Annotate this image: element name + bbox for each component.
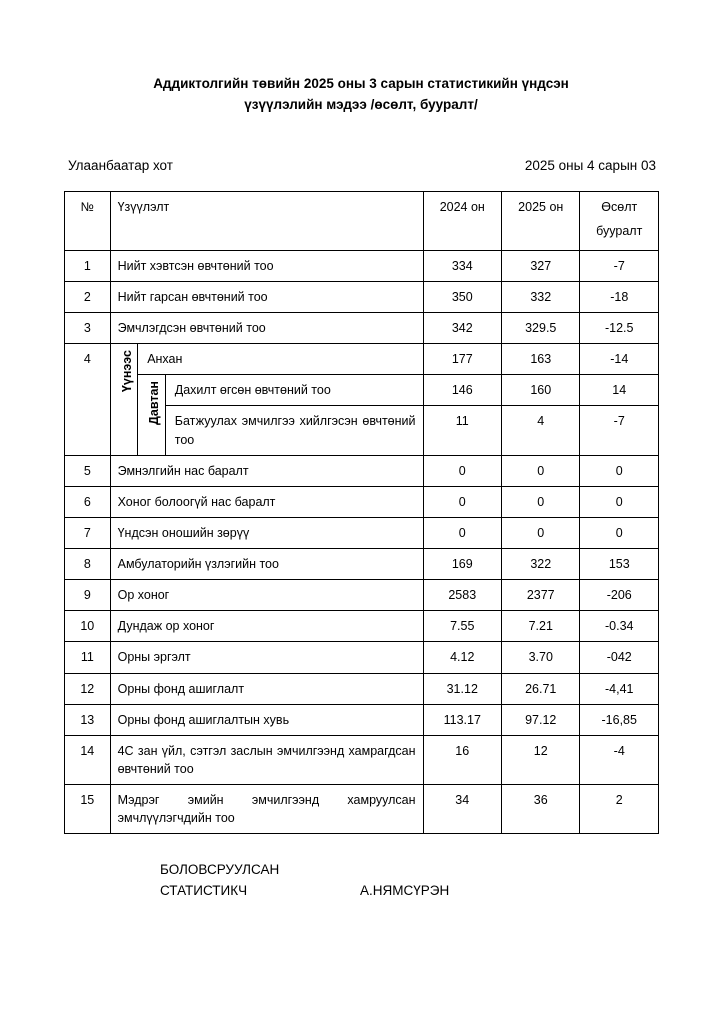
row-2025: 0 (502, 486, 580, 517)
row-no: 13 (65, 704, 111, 735)
row-label: Орны фонд ашиглалтын хувь (110, 704, 423, 735)
title-line-1: Аддиктолгийн төвийн 2025 оны 3 сарын статистикийн үндсэн (153, 76, 569, 91)
row-2025: 2377 (502, 580, 580, 611)
row-2025: 36 (502, 785, 580, 834)
title-line-2: үзүүлэлийн мэдээ /өсөлт, бууралт/ (244, 96, 478, 112)
table-row (65, 250, 659, 281)
table-row (65, 313, 659, 344)
document-meta (64, 158, 658, 173)
row-2025: 97.12 (502, 704, 580, 735)
row-2025: 26.71 (502, 673, 580, 704)
row-label: Дахилт өгсөн өвчтөний тоо (165, 375, 423, 406)
row-label: Хоног болоогүй нас баралт (110, 486, 423, 517)
row-change: 153 (580, 549, 659, 580)
row-no: 12 (65, 673, 111, 704)
table-row (65, 704, 659, 735)
row-2025: 12 (502, 735, 580, 784)
table-row (65, 517, 659, 548)
header-no: № (65, 191, 111, 250)
table-row (65, 486, 659, 517)
header-change-line-1: Өсөлт (601, 199, 638, 214)
table-row (65, 735, 659, 784)
row-change: -042 (580, 642, 659, 673)
row-2024: 334 (423, 250, 501, 281)
signature-role-line-2: СТАТИСТИКЧ (160, 882, 248, 898)
row-change: -4,41 (580, 673, 659, 704)
row-2024: 177 (423, 344, 501, 375)
row-label: Ор хоног (110, 580, 423, 611)
row-no: 11 (65, 642, 111, 673)
row-label: Дундаж ор хоног (110, 611, 423, 642)
row-change: -7 (580, 406, 659, 455)
row-change: -206 (580, 580, 659, 611)
row-change: -16,85 (580, 704, 659, 735)
city-label: Улаанбаатар хот (68, 157, 173, 173)
table-header-row (65, 191, 659, 250)
page-title (82, 74, 640, 116)
signature-role (160, 860, 350, 901)
table-row (65, 375, 659, 406)
row-2024: 11 (423, 406, 501, 455)
row-2024: 16 (423, 735, 501, 784)
table-row (65, 785, 659, 834)
row-label: Орны эргэлт (110, 642, 423, 673)
row-2024: 2583 (423, 580, 501, 611)
row-2024: 169 (423, 549, 501, 580)
row-label: Үндсэн оношийн зөрүү (110, 517, 423, 548)
row-2024: 113.17 (423, 704, 501, 735)
row-2025: 322 (502, 549, 580, 580)
row-no: 14 (65, 735, 111, 784)
row-change: -14 (580, 344, 659, 375)
table-row (65, 642, 659, 673)
row-change: 0 (580, 455, 659, 486)
statistics-table (64, 191, 659, 835)
row-no: 5 (65, 455, 111, 486)
row-2025: 7.21 (502, 611, 580, 642)
row-no: 7 (65, 517, 111, 548)
signature-role-line-1: БОЛОВСРУУЛСАН (160, 862, 280, 878)
row-no: 4 (65, 344, 111, 456)
row-no: 6 (65, 486, 111, 517)
row-2024: 0 (423, 455, 501, 486)
row-2024: 350 (423, 281, 501, 312)
row-change: 2 (580, 785, 659, 834)
header-change-line-2: бууралт (596, 223, 643, 238)
signature-name: А.НЯМСҮРЭН (360, 882, 450, 898)
row-label: Орны фонд ашиглалт (110, 673, 423, 704)
row-change: 14 (580, 375, 659, 406)
row-2025: 327 (502, 250, 580, 281)
row-label: Эмнэлгийн нас баралт (110, 455, 423, 486)
row-2025: 163 (502, 344, 580, 375)
row-change: -7 (580, 250, 659, 281)
row-no: 1 (65, 250, 111, 281)
row-no: 9 (65, 580, 111, 611)
row-2024: 146 (423, 375, 501, 406)
row-change: 0 (580, 486, 659, 517)
row-change: -0.34 (580, 611, 659, 642)
header-indicator: Үзүүлэлт (110, 191, 423, 250)
row-label: 4С зан үйл, сэтгэл заслын эмчилгээнд хамрагдсан өвчтөний тоо (110, 735, 423, 784)
row-2025: 3.70 (502, 642, 580, 673)
row-label: Эмчлэгдсэн өвчтөний тоо (110, 313, 423, 344)
row-label: Батжуулах эмчилгээ хийлгэсэн өвчтөний тоо (165, 406, 423, 455)
row-change: -12.5 (580, 313, 659, 344)
row-no: 10 (65, 611, 111, 642)
row-2025: 0 (502, 455, 580, 486)
table-row (65, 281, 659, 312)
row-2024: 7.55 (423, 611, 501, 642)
row-change: -18 (580, 281, 659, 312)
row-2025: 4 (502, 406, 580, 455)
row-2025: 160 (502, 375, 580, 406)
table-row (65, 455, 659, 486)
row-2025: 0 (502, 517, 580, 548)
row-label: Нийт гарсан өвчтөний тоо (110, 281, 423, 312)
group-label-uuness-text: Үүнээс (119, 350, 134, 393)
row-label: Мэдрэг эмийн эмчилгээнд хамруулсан эмчлүүлэгчдийн тоо (110, 785, 423, 834)
table-row (65, 611, 659, 642)
header-year-2024: 2024 он (423, 191, 501, 250)
row-2025: 332 (502, 281, 580, 312)
date-label: 2025 оны 4 сарын 03 (524, 157, 656, 173)
row-no: 15 (65, 785, 111, 834)
row-no: 2 (65, 281, 111, 312)
header-year-2025: 2025 он (502, 191, 580, 250)
row-2024: 4.12 (423, 642, 501, 673)
table-row (65, 344, 659, 375)
signature-block (64, 860, 658, 901)
table-row (65, 673, 659, 704)
group-label-davtan (138, 375, 166, 455)
table-row (65, 580, 659, 611)
row-label: Анхан (138, 344, 423, 375)
row-change: 0 (580, 517, 659, 548)
row-label: Нийт хэвтсэн өвчтөний тоо (110, 250, 423, 281)
row-2024: 0 (423, 517, 501, 548)
row-no: 3 (65, 313, 111, 344)
group-label-davtan-text: Давтан (147, 381, 162, 426)
row-no: 8 (65, 549, 111, 580)
row-2024: 342 (423, 313, 501, 344)
header-change (580, 191, 659, 250)
row-2024: 0 (423, 486, 501, 517)
row-2024: 31.12 (423, 673, 501, 704)
row-change: -4 (580, 735, 659, 784)
row-2025: 329.5 (502, 313, 580, 344)
table-row (65, 549, 659, 580)
row-label: Амбулаторийн үзлэгийн тоо (110, 549, 423, 580)
row-2024: 34 (423, 785, 501, 834)
group-label-uuness (110, 344, 138, 456)
